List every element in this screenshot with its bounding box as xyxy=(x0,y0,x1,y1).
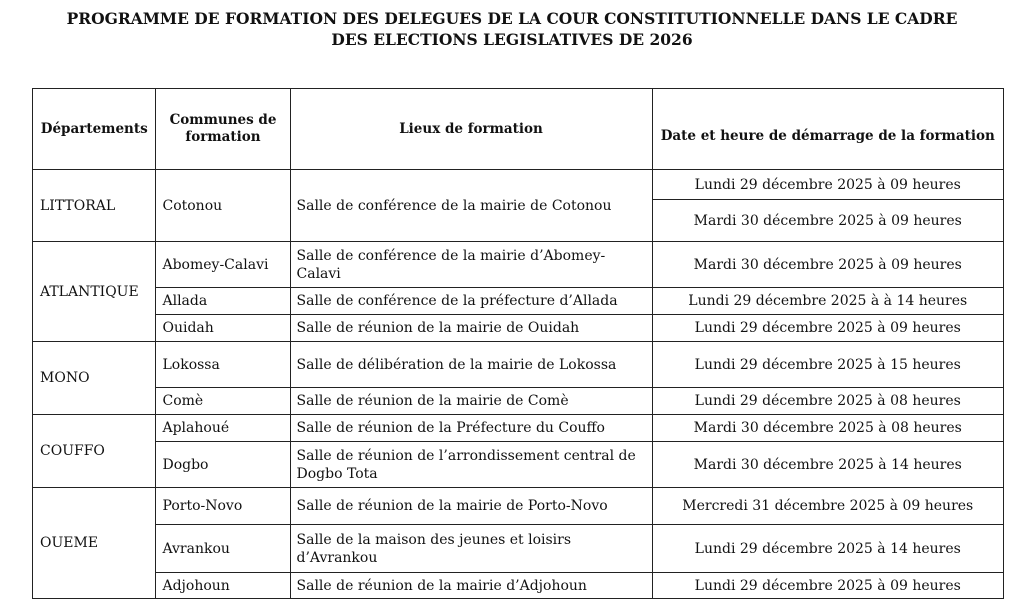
commune-cell: Cotonou xyxy=(156,170,290,242)
date-cell: Mardi 30 décembre 2025 à 14 heures xyxy=(652,442,1003,488)
date-cell: Lundi 29 décembre 2025 à à 14 heures xyxy=(652,288,1003,315)
title-line-1: PROGRAMME DE FORMATION DES DELEGUES DE LA COUR CONSTITUTIONNELLE DANS LE CADRE xyxy=(66,9,958,28)
commune-cell: Dogbo xyxy=(156,442,290,488)
dept-cell: COUFFO xyxy=(33,415,156,488)
date-cell: Mercredi 31 décembre 2025 à 09 heures xyxy=(652,488,1003,525)
commune-cell: Porto-Novo xyxy=(156,488,290,525)
date-cell: Mardi 30 décembre 2025 à 09 heures xyxy=(652,242,1003,288)
date-cell: Lundi 29 décembre 2025 à 09 heures xyxy=(652,170,1003,200)
lieu-cell: Salle de conférence de la mairie d’Abomey-Calavi xyxy=(290,242,652,288)
date-cell: Lundi 29 décembre 2025 à 09 heures xyxy=(652,573,1003,599)
commune-cell: Allada xyxy=(156,288,290,315)
table-row xyxy=(33,170,1004,200)
commune-cell: Lokossa xyxy=(156,342,290,388)
date-cell: Lundi 29 décembre 2025 à 15 heures xyxy=(652,342,1003,388)
lieu-cell: Salle de réunion de la mairie d’Adjohoun xyxy=(290,573,652,599)
dept-cell: LITTORAL xyxy=(33,170,156,242)
table-row xyxy=(33,442,1004,488)
date-cell: Lundi 29 décembre 2025 à 14 heures xyxy=(652,525,1003,573)
table-row xyxy=(33,388,1004,415)
date-cell: Lundi 29 décembre 2025 à 09 heures xyxy=(652,315,1003,342)
title-line-2: DES ELECTIONS LEGISLATIVES DE 2026 xyxy=(331,30,693,49)
lieu-cell: Salle de réunion de la mairie de Comè xyxy=(290,388,652,415)
training-schedule-table xyxy=(32,88,1004,599)
lieu-cell: Salle de la maison des jeunes et loisirs d’Avrankou xyxy=(290,525,652,573)
lieu-cell: Salle de réunion de l’arrondissement central de Dogbo Tota xyxy=(290,442,652,488)
table-row xyxy=(33,242,1004,288)
commune-cell: Adjohoun xyxy=(156,573,290,599)
date-cell: Mardi 30 décembre 2025 à 09 heures xyxy=(652,200,1003,242)
header-date: Date et heure de démarrage de la formation xyxy=(652,89,1003,170)
lieu-cell: Salle de délibération de la mairie de Lokossa xyxy=(290,342,652,388)
header-lieux: Lieux de formation xyxy=(290,89,652,170)
commune-cell: Ouidah xyxy=(156,315,290,342)
lieu-cell: Salle de réunion de la mairie de Ouidah xyxy=(290,315,652,342)
lieu-cell: Salle de réunion de la Préfecture du Couffo xyxy=(290,415,652,442)
dept-cell: OUEME xyxy=(33,488,156,599)
date-cell: Mardi 30 décembre 2025 à 08 heures xyxy=(652,415,1003,442)
header-departements: Départements xyxy=(33,89,156,170)
table-row xyxy=(33,573,1004,599)
table-row xyxy=(33,342,1004,388)
lieu-cell: Salle de réunion de la mairie de Porto-Novo xyxy=(290,488,652,525)
commune-cell: Avrankou xyxy=(156,525,290,573)
header-communes: Communes de formation xyxy=(156,89,290,170)
document-title xyxy=(0,8,1024,50)
dept-cell: ATLANTIQUE xyxy=(33,242,156,342)
table-row xyxy=(33,415,1004,442)
commune-cell: Aplahoué xyxy=(156,415,290,442)
date-cell: Lundi 29 décembre 2025 à 08 heures xyxy=(652,388,1003,415)
lieu-cell: Salle de conférence de la préfecture d’Allada xyxy=(290,288,652,315)
dept-cell: MONO xyxy=(33,342,156,415)
commune-cell: Abomey-Calavi xyxy=(156,242,290,288)
table-row xyxy=(33,315,1004,342)
commune-cell: Comè xyxy=(156,388,290,415)
table-row xyxy=(33,288,1004,315)
table-row xyxy=(33,525,1004,573)
lieu-cell: Salle de conférence de la mairie de Cotonou xyxy=(290,170,652,242)
table-row xyxy=(33,488,1004,525)
table-header-row xyxy=(33,89,1004,170)
